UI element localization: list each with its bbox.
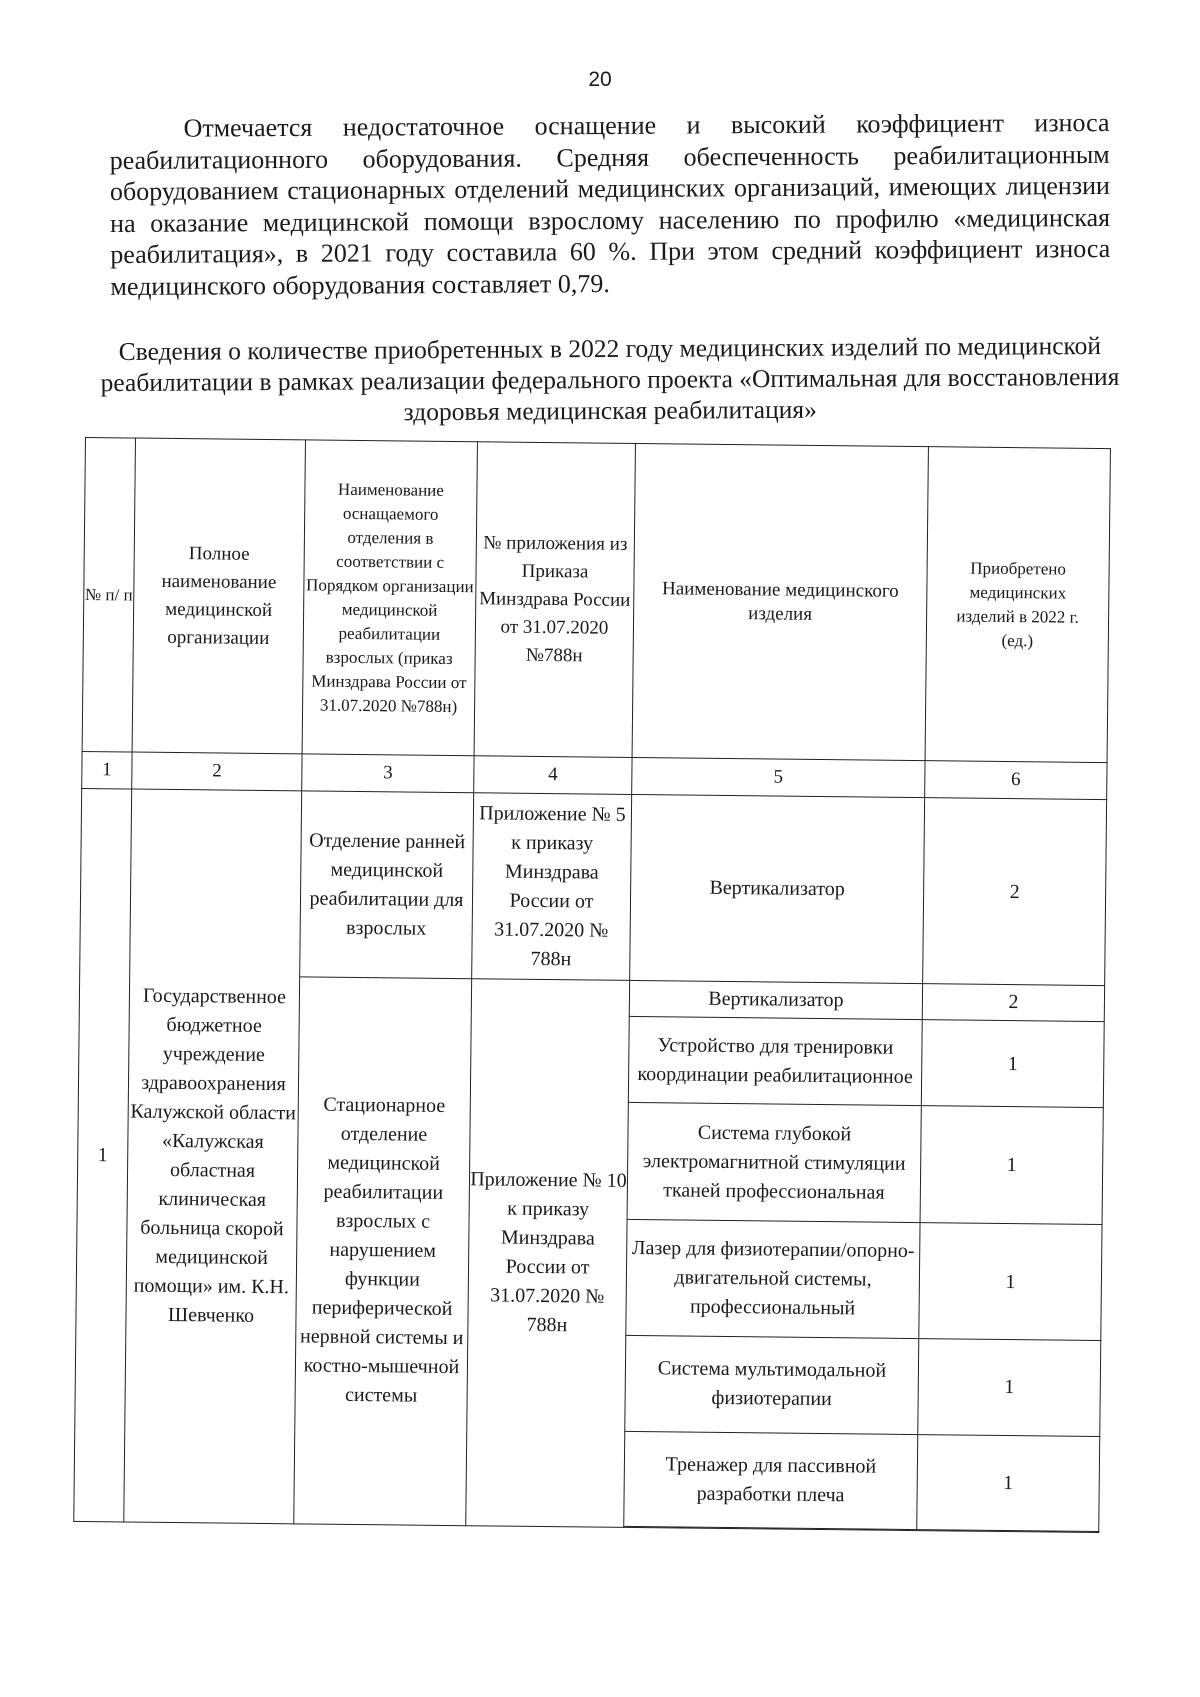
- device-name: Система глубокой электромагнитной стимуляции тканей профессиональная: [627, 1103, 921, 1223]
- device-quantity: 1: [919, 1222, 1102, 1340]
- table-heading: Сведения о количестве приобретенных в 2022 году медицинских изделий по медицинской реабилитации в рамках реализации федерального проекта «Оптимальная для восстановления здоровья медицинская реабилитация»: [100, 331, 1120, 427]
- page-number: 20: [588, 68, 612, 91]
- header-cell: № п/ п: [82, 438, 135, 753]
- organization-name: Государственное бюджетное учреждение здравоохранения Калужской области «Калужская областная клиническая больница скорой медицинской помощи» им. К.Н. Шевченко: [124, 789, 302, 1523]
- device-name: Вертикализатор: [630, 795, 925, 983]
- table-row: [80, 789, 1107, 985]
- header-row: [82, 438, 1110, 763]
- column-number: 1: [82, 752, 132, 790]
- column-number: 5: [632, 758, 925, 798]
- device-name: Система мультимодальной физиотерапии: [625, 1336, 919, 1434]
- device-name: Лазер для физиотерапии/опорно-двигательной системы, профессиональный: [626, 1219, 920, 1339]
- equipment-table: [73, 437, 1111, 1533]
- device-name: Вертикализатор: [629, 980, 922, 1019]
- device-quantity: 1: [921, 1019, 1104, 1108]
- device-quantity: 2: [922, 983, 1104, 1021]
- device-quantity: 1: [920, 1106, 1103, 1224]
- column-number: 4: [474, 756, 632, 795]
- device-quantity: 1: [918, 1339, 1101, 1436]
- header-cell: Приобретено медицинских изделий в 2022 г. (ед.): [925, 447, 1110, 763]
- header-cell: Наименование медицинского изделия: [632, 443, 928, 761]
- column-number: 2: [132, 752, 302, 791]
- column-number: 6: [925, 761, 1107, 800]
- header-cell: Наименование оснащаемого отделения в соответствии с Порядком организации медицинской реабилитации взрослых (приказ Минздрава России от 31.07.2020 №788н): [302, 440, 477, 756]
- appendix-reference: Приложение № 5 к приказу Минздрава России от 31.07.2020 № 788н: [472, 793, 632, 980]
- body-paragraph: Отмечается недостаточное оснащение и высокий коэффициент износа реабилитационного оборудования. Средняя обеспеченность реабилитационным оборудованием стационарных отделений медицинских организаций, имеющих лицензии на оказание медицинской помощи взрослому населению по профилю «медицинская реабилитация», в 2021 году составила 60 %. При этом средний коэффициент износа медицинского оборудования составляет 0,79.: [109, 107, 1111, 301]
- device-name: Тренажер для пассивной разработки плеча: [624, 1431, 918, 1529]
- department-name: Отделение ранней медицинской реабилитации для взрослых: [300, 791, 474, 978]
- department-name: Стационарное отделение медицинской реабилитации взрослых с нарушением функции периферической нервной системы и костно-мышечной системы: [294, 977, 472, 1526]
- header-cell: № приложения из Приказа Минздрава России от 31.07.2020 №788н: [474, 442, 635, 758]
- header-cell: Полное наименование медицинской организации: [132, 438, 305, 754]
- device-quantity: 2: [923, 798, 1107, 985]
- table-container: [73, 437, 1110, 1533]
- appendix-reference: Приложение № 10 к приказу Минздрава России от 31.07.2020 № 788н: [466, 978, 630, 1527]
- device-name: Устройство для тренировки координации реабилитационное: [628, 1016, 922, 1106]
- column-number: 3: [302, 754, 474, 793]
- row-number: 1: [74, 789, 132, 1522]
- device-quantity: 1: [917, 1434, 1100, 1531]
